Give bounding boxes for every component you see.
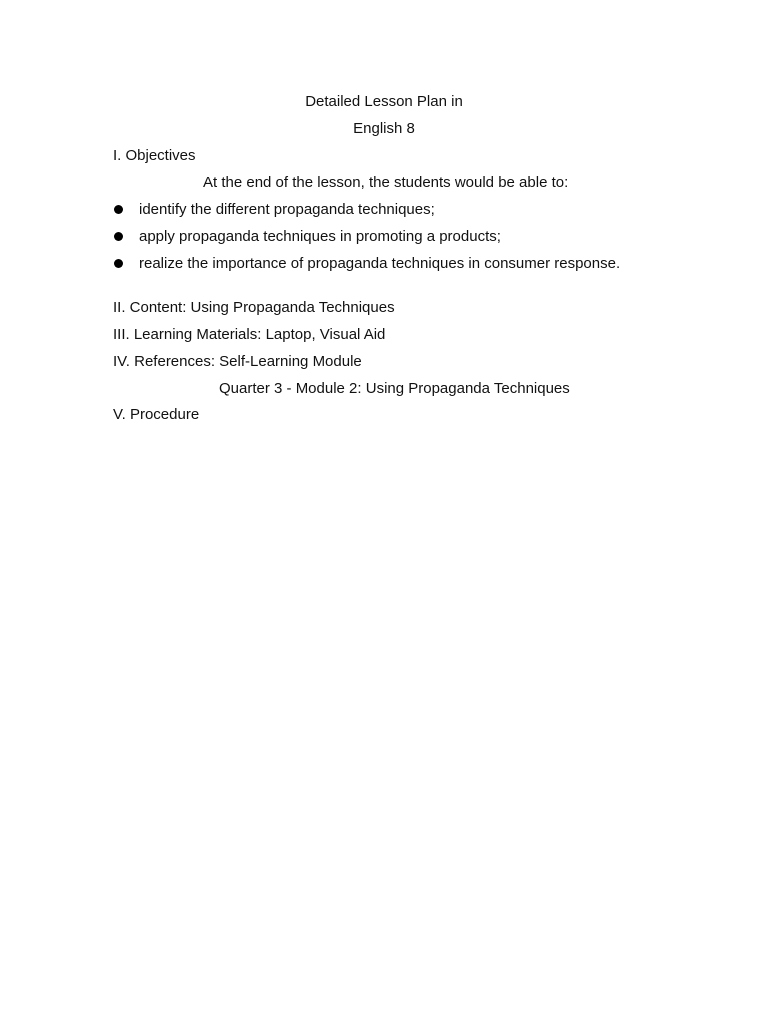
objectives-intro: At the end of the lesson, the students would be able to: xyxy=(203,174,569,191)
objective-text: apply propaganda techniques in promoting a products; xyxy=(139,228,501,245)
content-section: II. Content: Using Propaganda Techniques xyxy=(113,299,395,316)
objective-text: realize the importance of propaganda techniques in consumer response. xyxy=(139,255,621,272)
objective-text: identify the different propaganda techniques; xyxy=(139,201,435,218)
materials-section: III. Learning Materials: Laptop, Visual Aid xyxy=(113,326,386,343)
objectives-heading: I. Objectives xyxy=(113,147,196,164)
title-line-1: Detailed Lesson Plan in xyxy=(305,93,463,110)
bullet-icon xyxy=(114,205,123,214)
bullet-icon xyxy=(114,232,123,241)
bullet-icon xyxy=(114,259,123,268)
procedure-section: V. Procedure xyxy=(113,406,200,423)
references-section: IV. References: Self-Learning Module xyxy=(113,353,362,370)
references-detail: Quarter 3 - Module 2: Using Propaganda Techniques xyxy=(219,380,570,397)
title-line-2: English 8 xyxy=(353,120,415,137)
